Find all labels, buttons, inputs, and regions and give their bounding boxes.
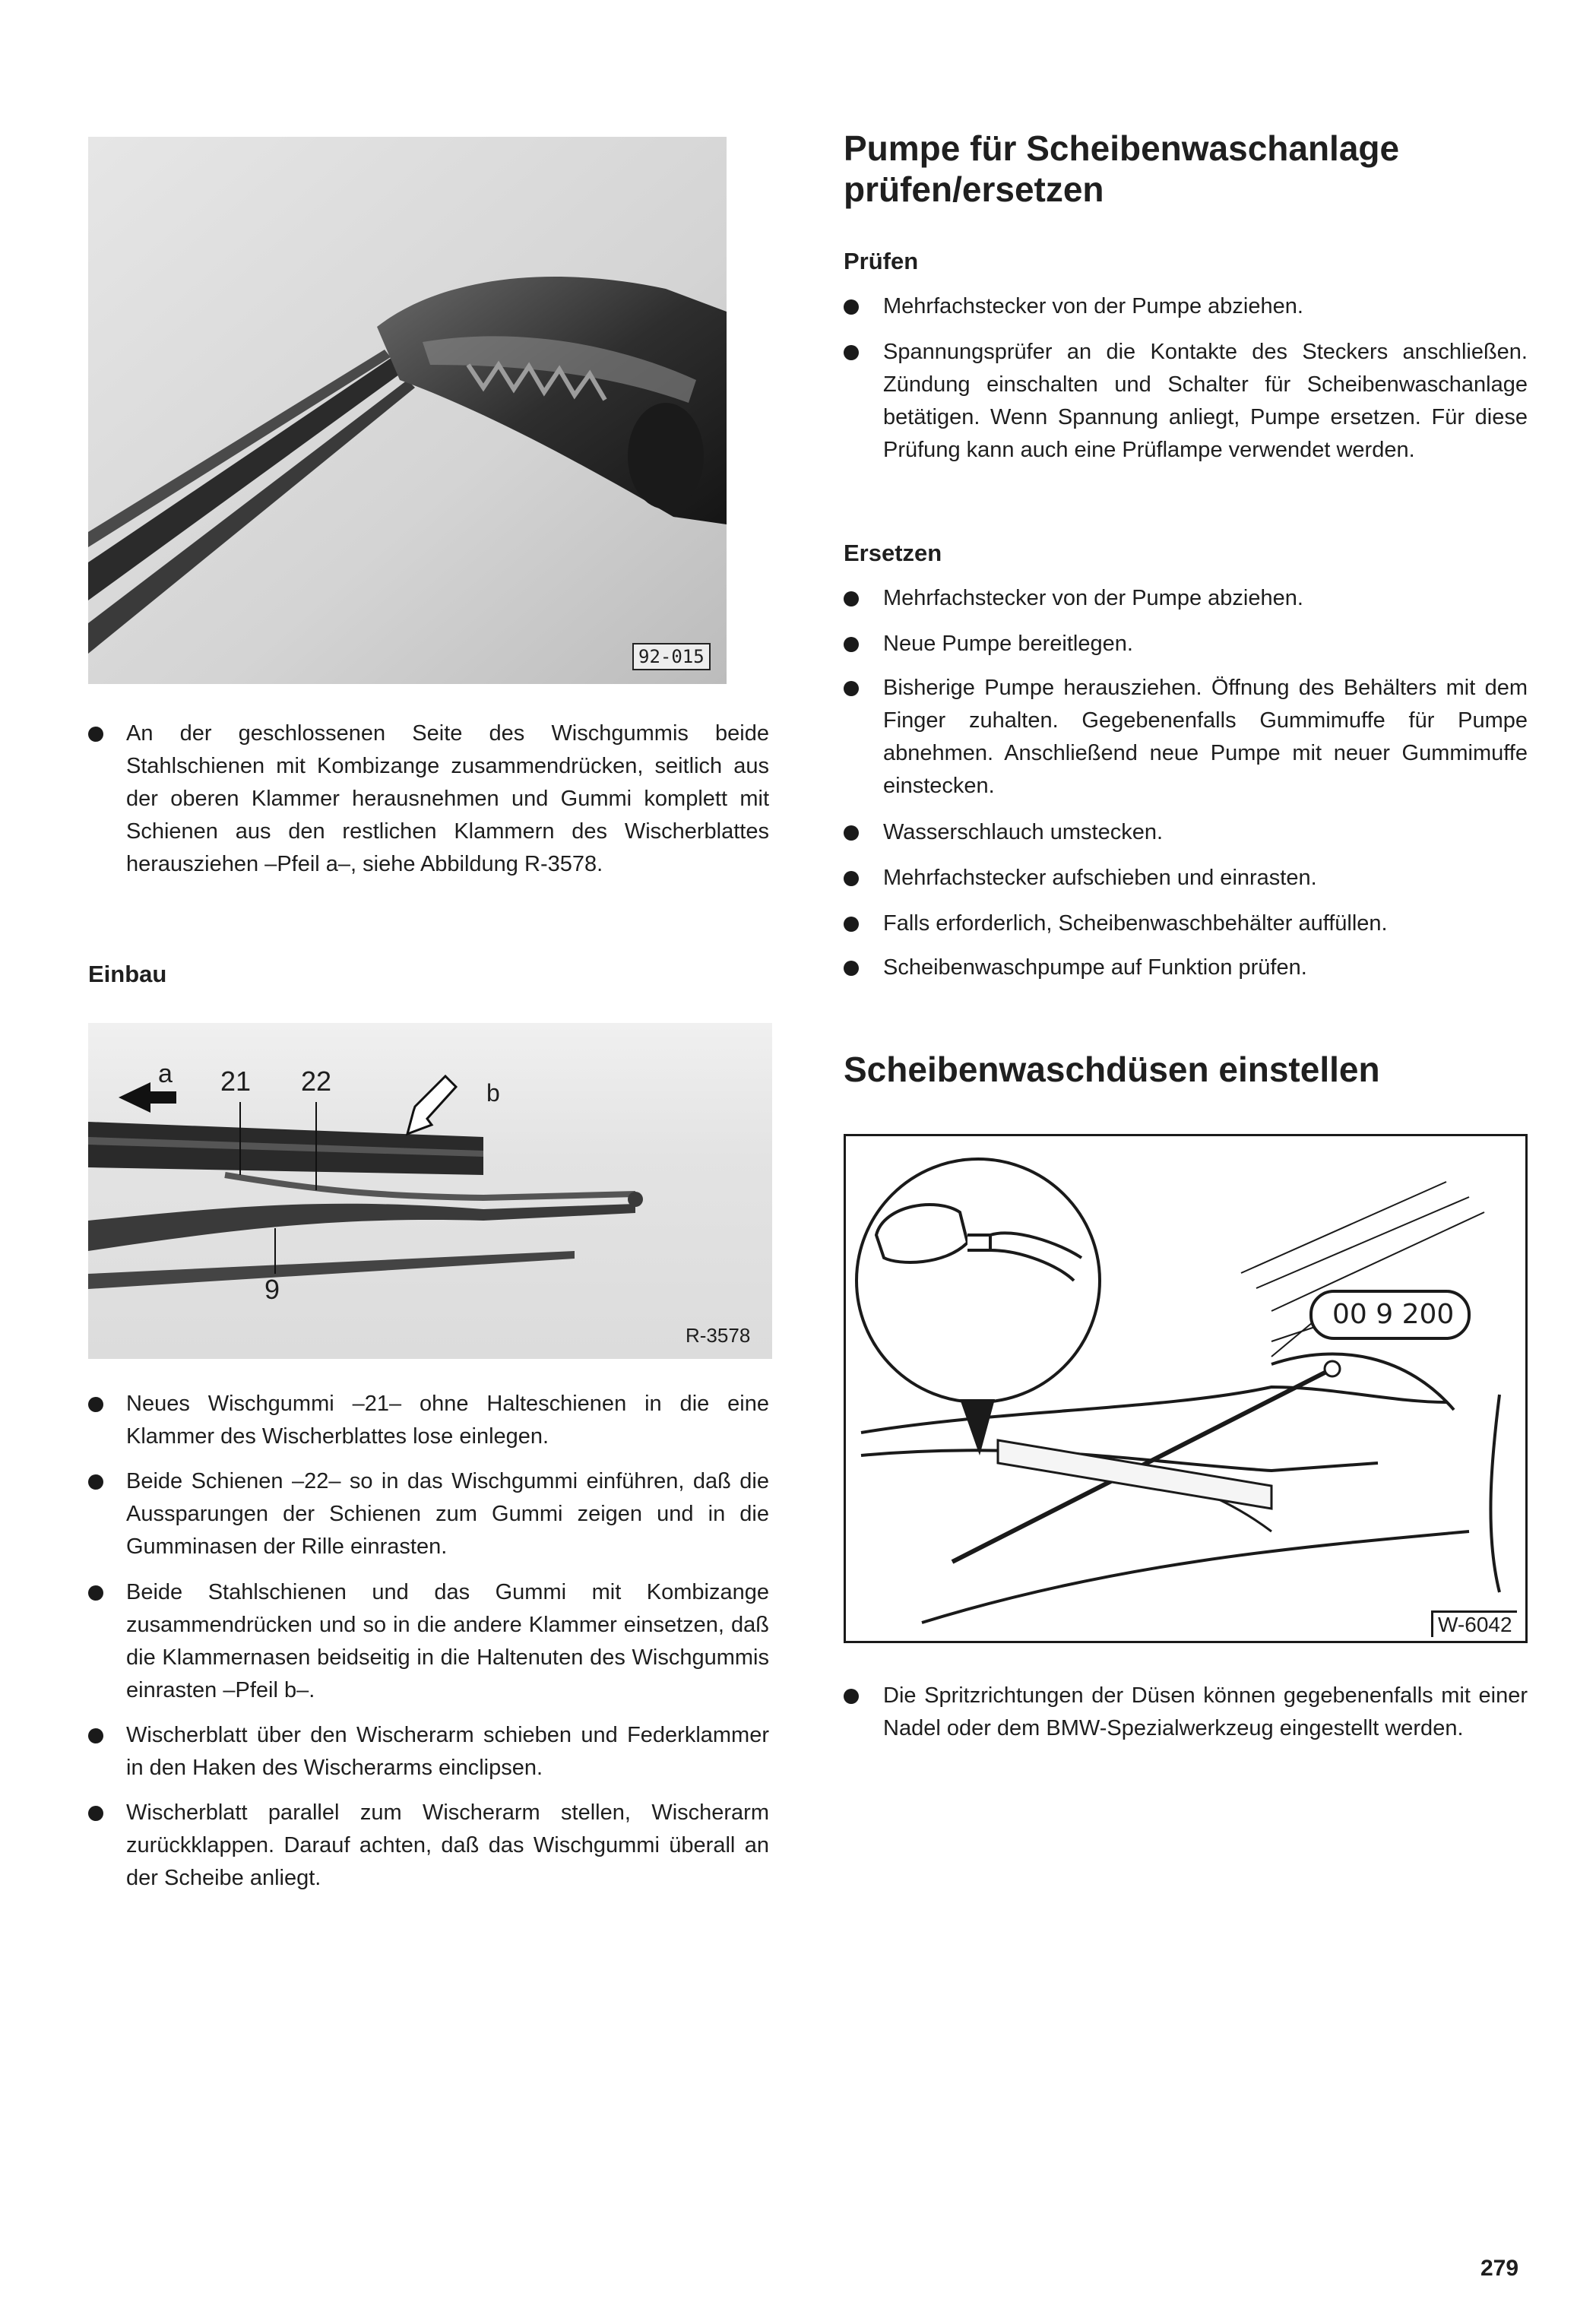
- list-item: Die Spritzrichtungen der Düsen können gegebenenfalls mit einer Nadel oder dem BMW-Spezialwerkzeug eingestellt werden.: [844, 1680, 1528, 1745]
- wiper-blade-photo-label: R-3578: [686, 1324, 751, 1347]
- nozzle-drawing: [844, 1134, 1528, 1643]
- bullet-dot: [844, 345, 859, 360]
- bullet-dot: [88, 1474, 103, 1490]
- list-item: Neues Wischgummi –21– ohne Halteschienen in die eine Klammer des Wischerblattes lose einlegen.: [88, 1388, 769, 1453]
- callout-21: 21: [220, 1066, 252, 1097]
- pliers-photo-label: 92-015: [632, 643, 711, 670]
- bullet-dot: [844, 917, 859, 932]
- wiper-blade-photo: [88, 1023, 772, 1359]
- tool-number-label: 00 9 200: [1332, 1299, 1455, 1330]
- list-item: Wasserschlauch umstecken.: [844, 816, 1528, 849]
- bullet-dot: [844, 825, 859, 841]
- pliers-photo: [88, 137, 727, 684]
- bullet-dot: [844, 591, 859, 606]
- list-item: Neue Pumpe bereitlegen.: [844, 628, 1528, 660]
- bullet-dot: [844, 637, 859, 652]
- list-item: Scheibenwaschpumpe auf Funktion prüfen.: [844, 952, 1528, 984]
- list-item: Mehrfachstecker von der Pumpe abziehen.: [844, 582, 1528, 615]
- section-heading-pruefen: Prüfen: [844, 248, 919, 274]
- list-item: An der geschlossenen Seite des Wischgummis beide Stahlschienen mit Kombizange zusammendrücken, seitlich aus der oberen Klammer herausnehmen und Gummi komplett mit Schienen aus den restlichen Klammern des Wischerblattes herausziehen –Pfeil a–, siehe Abbildung R-3578.: [88, 717, 769, 881]
- list-item: Wischerblatt über den Wischerarm schieben und Federklammer in den Haken des Wischerarms einclipsen.: [88, 1719, 769, 1785]
- bullet-dot: [844, 961, 859, 976]
- callout-22: 22: [301, 1066, 332, 1097]
- bullet-dot: [88, 727, 103, 742]
- bullet-dot: [844, 681, 859, 696]
- pump-section-title: Pumpe für Scheibenwaschanlage prüfen/ersetzen: [844, 128, 1400, 209]
- callout-9: 9: [264, 1274, 280, 1305]
- list-item: Wischerblatt parallel zum Wischerarm stellen, Wischerarm zurückklappen. Darauf achten, daß das Wischgummi überall an der Scheibe anliegt.: [88, 1797, 769, 1895]
- list-item: Mehrfachstecker aufschieben und einrasten.: [844, 862, 1528, 895]
- bullet-dot: [844, 871, 859, 886]
- bullet-dot: [88, 1397, 103, 1412]
- bullet-dot: [844, 1689, 859, 1704]
- section-heading-einbau: Einbau: [88, 961, 167, 987]
- list-item: Mehrfachstecker von der Pumpe abziehen.: [844, 290, 1528, 323]
- nozzle-section-title: Scheibenwaschdüsen einstellen: [844, 1050, 1380, 1089]
- bullet-dot: [88, 1585, 103, 1601]
- section-heading-ersetzen: Ersetzen: [844, 540, 942, 566]
- callout-a: a: [158, 1059, 173, 1088]
- list-item: Beide Stahlschienen und das Gummi mit Kombizange zusammendrücken und so in die andere Klammer einsetzen, daß die Klammernasen beidseitig in die Haltenuten des Wischgummis einrasten –Pfeil b–.: [88, 1576, 769, 1707]
- callout-b: b: [486, 1079, 500, 1107]
- list-item: Beide Schienen –22– so in das Wischgummi einführen, daß die Aussparungen der Schienen zum Gummi zeigen und in die Gumminasen der Rille einrasten.: [88, 1465, 769, 1563]
- list-item: Falls erforderlich, Scheibenwaschbehälter auffüllen.: [844, 907, 1528, 940]
- list-item: Bisherige Pumpe herausziehen. Öffnung des Behälters mit dem Finger zuhalten. Gegebenenfalls Gummimuffe für Pumpe abnehmen. Anschließend neue Pumpe mit neuer Gummimuffe einstecken.: [844, 672, 1528, 803]
- nozzle-drawing-label: W-6042: [1431, 1610, 1517, 1637]
- bullet-dot: [88, 1806, 103, 1821]
- bullet-dot: [88, 1728, 103, 1743]
- list-item: Spannungsprüfer an die Kontakte des Steckers anschließen. Zündung einschalten und Schalter für Scheibenwaschanlage betätigen. Wenn Spannung anliegt, Pumpe ersetzen. Für diese Prüfung kann auch eine Prüflampe verwendet werden.: [844, 336, 1528, 467]
- page-number: 279: [1480, 2256, 1519, 2281]
- bullet-dot: [844, 299, 859, 315]
